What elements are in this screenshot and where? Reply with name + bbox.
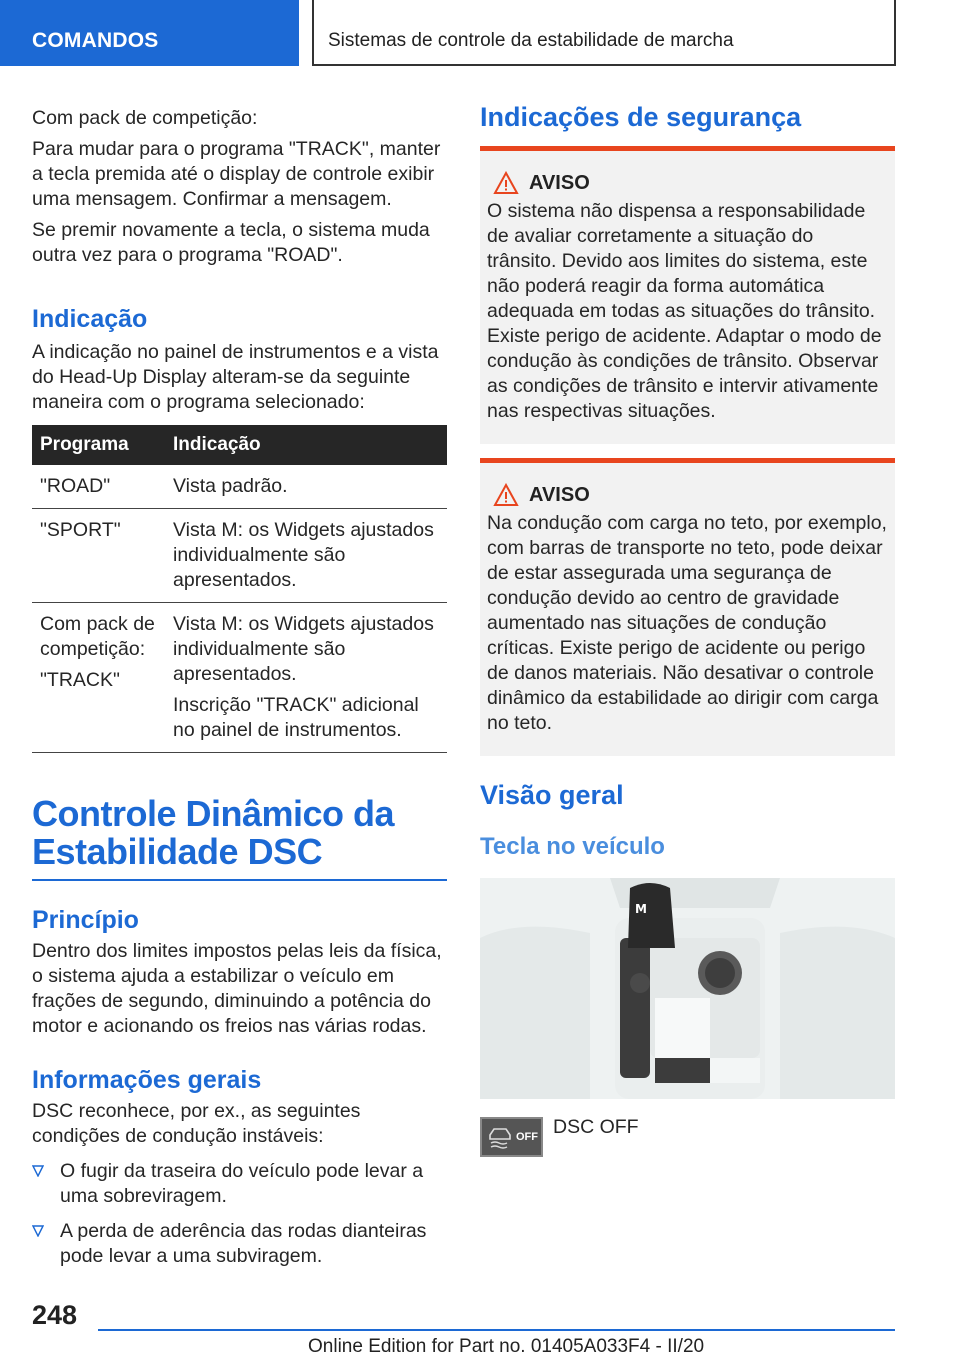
list-item-text: A perda de aderência das rodas dianteiras pode levar a uma subviragem. bbox=[60, 1220, 427, 1267]
heading-principio: Princípio bbox=[32, 906, 139, 934]
list-item bbox=[32, 1219, 447, 1269]
table-header-row bbox=[32, 425, 447, 465]
warning-text: O sistema não dispensa a responsabilidade de avaliar corretamente a situação do trânsito. Devido aos limites do sistema, este não poderá reagir da forma automática adequada em todas as situações do trânsito. Existe perigo de acidente. Adaptar o modo de condução às condições de trânsito. Observar as condições de trânsito e intervir ativamente nas respectivas situações. bbox=[487, 200, 882, 422]
paragraph-track-mode: Para mudar para o programa "TRACK", manter a tecla premida até o display de controle exibir uma mensagem. Confirmar a mensagem. bbox=[32, 138, 441, 210]
cell-text: Vista M: os Widgets ajustados individualmente são apresentados. bbox=[173, 519, 434, 591]
vehicle-console-image bbox=[480, 878, 895, 1099]
table-cell-program bbox=[32, 603, 165, 753]
dsc-key-row bbox=[480, 1117, 895, 1157]
paragraph-road-mode: Se premir novamente a tecla, o sistema muda outra vez para o programa "ROAD". bbox=[32, 219, 430, 266]
dsc-off-icon bbox=[480, 1117, 543, 1157]
heading-indicacao: Indicação bbox=[32, 305, 148, 333]
cell-text: Com pack de competição: bbox=[40, 613, 155, 660]
table-row bbox=[32, 509, 447, 603]
table-cell-indication bbox=[165, 465, 447, 509]
condition-list bbox=[32, 1159, 447, 1269]
warning-triangle-icon bbox=[493, 171, 519, 195]
warning-text: Na condução com carga no teto, por exemplo, com barras de transporte no teto, pode deixar de estar assegurada uma segurança de condução devido ao centro de gravidade aumentado nas situações de condução críticas. Existe perigo de acidente ou perigo de danos materiais. Não desativar o controle dinâmico da estabilidade ao dirigir com carga no teto. bbox=[487, 512, 887, 734]
heading-informacoes: Informações gerais bbox=[32, 1066, 262, 1094]
column-header-indication: Indicação bbox=[165, 425, 447, 465]
heading-dsc: Controle Dinâmico da Estabilidade DSC bbox=[32, 793, 395, 872]
left-column bbox=[32, 100, 447, 1275]
chapter-label: Sistemas de controle da estabilidade de marcha bbox=[328, 30, 734, 51]
list-item bbox=[32, 1159, 447, 1209]
section-tab bbox=[0, 0, 299, 66]
triangle-bullet-icon bbox=[32, 1225, 44, 1237]
section-label: COMANDOS bbox=[32, 29, 159, 52]
cell-text: Vista padrão. bbox=[173, 475, 288, 497]
dsc-off-label: DSC OFF bbox=[553, 1116, 639, 1138]
table-row bbox=[32, 603, 447, 753]
paragraph-competition: Com pack de competição: bbox=[32, 107, 258, 129]
svg-text:M: M bbox=[635, 902, 647, 916]
paragraph-informacoes: DSC reconhece, por ex., as seguintes condições de condução instáveis: bbox=[32, 1100, 361, 1147]
table-cell-indication bbox=[165, 603, 447, 753]
warning-title bbox=[493, 171, 887, 195]
cell-text: Vista M: os Widgets ajustados individualmente são apresentados. bbox=[173, 613, 434, 685]
edition-text: Online Edition for Part no. 01405A033F4 - II/20 bbox=[308, 1336, 705, 1357]
triangle-bullet-icon bbox=[32, 1165, 44, 1177]
warning-triangle-icon bbox=[493, 483, 519, 507]
table-cell-indication bbox=[165, 509, 447, 603]
heading-key: Tecla no veículo bbox=[480, 833, 665, 860]
column-header-program: Programa bbox=[32, 425, 165, 465]
warning-box bbox=[480, 458, 895, 756]
program-table bbox=[32, 425, 447, 753]
cell-text: "SPORT" bbox=[40, 519, 121, 541]
chapter-box bbox=[312, 0, 896, 66]
warning-box bbox=[480, 146, 895, 444]
table-cell-program bbox=[32, 509, 165, 603]
cell-text: Inscrição "TRACK" adicional no painel de instrumentos. bbox=[173, 694, 419, 741]
cell-text: "ROAD" bbox=[40, 475, 111, 497]
right-column bbox=[480, 100, 895, 1157]
console-illustration bbox=[480, 878, 895, 1099]
warning-label: AVISO bbox=[529, 171, 590, 194]
heading-rule bbox=[32, 879, 447, 881]
dsc-icon-text: OFF bbox=[516, 1131, 538, 1143]
paragraph-indicacao: A indicação no painel de instrumentos e a vista do Head-Up Display alteram-se da seguinte maneira com o programa selecionado: bbox=[32, 341, 439, 413]
warning-title bbox=[493, 483, 887, 507]
heading-safety: Indicações de segurança bbox=[480, 102, 802, 132]
table-row bbox=[32, 465, 447, 509]
page-header bbox=[0, 0, 960, 66]
warning-label: AVISO bbox=[529, 483, 590, 506]
table-cell-program bbox=[32, 465, 165, 509]
footer-rule bbox=[98, 1329, 895, 1331]
cell-text: "TRACK" bbox=[40, 669, 120, 691]
page-footer bbox=[0, 1300, 960, 1362]
heading-overview: Visão geral bbox=[480, 780, 624, 810]
page-number: 248 bbox=[32, 1300, 78, 1330]
paragraph-principio: Dentro dos limites impostos pelas leis da física, o sistema ajuda a estabilizar o veículo em frações de segundo, diminuindo a potência do motor e acionando os freios nas várias rodas. bbox=[32, 940, 442, 1037]
list-item-text: O fugir da traseira do veículo pode levar a uma sobreviragem. bbox=[60, 1160, 424, 1207]
skid-car-icon bbox=[486, 1125, 514, 1149]
